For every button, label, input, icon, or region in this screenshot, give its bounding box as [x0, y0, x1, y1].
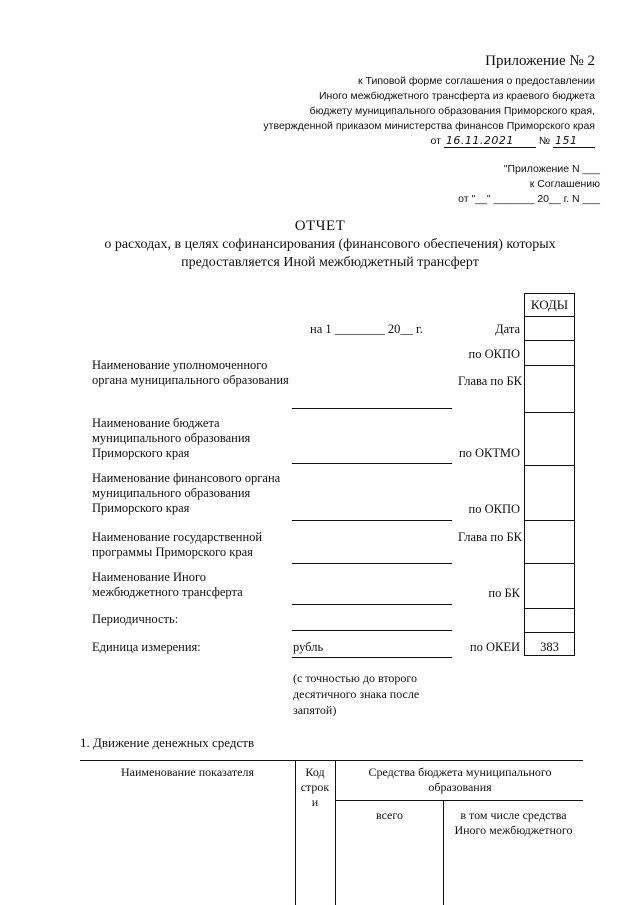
table-col-divider-1 [295, 760, 296, 905]
appendix-line-1: к Типовой форме соглашения о предоставлении [357, 75, 595, 87]
okpo-label-1: по ОКПО [468, 347, 520, 361]
appendix-line-3: бюджету муниципального образования Приморского края, [309, 105, 595, 117]
codes-column [524, 315, 575, 655]
date-label: Дата [495, 322, 520, 336]
code-cell-divider [524, 655, 575, 656]
field-periodicity-line[interactable] [292, 630, 452, 631]
field-unit-line [292, 657, 452, 658]
code-cell-divider [524, 340, 575, 341]
table-col-divider-2 [335, 760, 336, 905]
appendix-n-line-2: к Соглашению [529, 178, 600, 190]
table-col-divider-3 [443, 800, 444, 905]
field-state-program-line[interactable] [292, 563, 452, 564]
th-total: всего [375, 808, 404, 822]
code-cell-divider [524, 412, 575, 413]
code-cell-divider [524, 465, 575, 466]
report-title: ОТЧЕТ [294, 218, 346, 234]
order-reference [431, 134, 595, 148]
th-row-code: Код строки [300, 765, 330, 809]
th-indicator: Наименование показателя [121, 765, 254, 779]
code-cell-divider [524, 520, 575, 521]
appendix-title: Приложение № 2 [485, 53, 595, 69]
order-number-label: № [538, 135, 551, 147]
appendix-line-2: Иного межбюджетного трансферта из краевого бюджета [319, 90, 595, 102]
po-bk-label: по БК [488, 586, 520, 600]
code-cell-divider [524, 608, 575, 609]
order-number: 151 [553, 134, 595, 148]
date-line: на 1 ________ 20__ г. [310, 322, 423, 336]
report-subtitle: о расходах, в целях софинансирования (финансового обеспечения) которых предоставляется Иной межбюджетный трансферт [104, 237, 556, 270]
okei-code: 383 [540, 640, 559, 654]
field-authorized-body-line[interactable] [292, 408, 452, 409]
th-funds-group: Средства бюджета муниципального образования [368, 765, 552, 794]
table-subheader-divider [335, 800, 583, 801]
appendix-n-line-1: "Приложение N ___ [503, 163, 600, 175]
unit-value: рубль [293, 640, 324, 654]
field-transfer-name-line[interactable] [292, 604, 452, 605]
okei-label: по ОКЕИ [469, 640, 520, 654]
field-state-program-label: Наименование государственной программы Приморского края [92, 530, 263, 559]
table-top-border [80, 760, 583, 761]
field-finance-body-line[interactable] [292, 520, 452, 521]
codes-header: КОДЫ [530, 297, 569, 312]
codes-header-box [524, 293, 575, 317]
field-transfer-name-label: Наименование Иного межбюджетного трансферта [92, 570, 243, 599]
code-cell-divider [524, 632, 575, 633]
field-periodicity-label: Периодичность: [92, 612, 179, 626]
okpo-label-2: по ОКПО [468, 502, 520, 516]
field-budget-name-label: Наименование бюджета муниципального образования Приморского края [92, 416, 251, 460]
code-cell-divider [524, 563, 575, 564]
order-date: 16.11.2021 [444, 134, 536, 148]
th-incl-transfer: в том числе средства Иного межбюджетного [454, 808, 573, 837]
appendix-line-4: утвержденной приказом министерства финансов Приморского края [263, 120, 595, 132]
order-prefix: от [430, 135, 441, 147]
section-1-title: 1. Движение денежных средств [80, 735, 255, 750]
oktmo-label: по ОКТМО [458, 446, 520, 460]
field-finance-body-label: Наименование финансового органа муниципального образования Приморского края [92, 471, 281, 515]
glava-bk-label-1: Глава по БК [457, 374, 522, 388]
code-cell-divider [524, 365, 575, 366]
field-budget-name-line[interactable] [292, 463, 452, 464]
field-unit-label: Единица измерения: [92, 640, 201, 654]
field-authorized-body-label: Наименование уполномоченного органа муниципального образования [92, 358, 289, 387]
unit-precision-note: (с точностью до второго десятичного знака после запятой) [293, 671, 420, 717]
glava-bk-label-2: Глава по БК [457, 530, 522, 544]
appendix-n-line-3: от "__" _______ 20__ г. N ___ [458, 193, 600, 205]
